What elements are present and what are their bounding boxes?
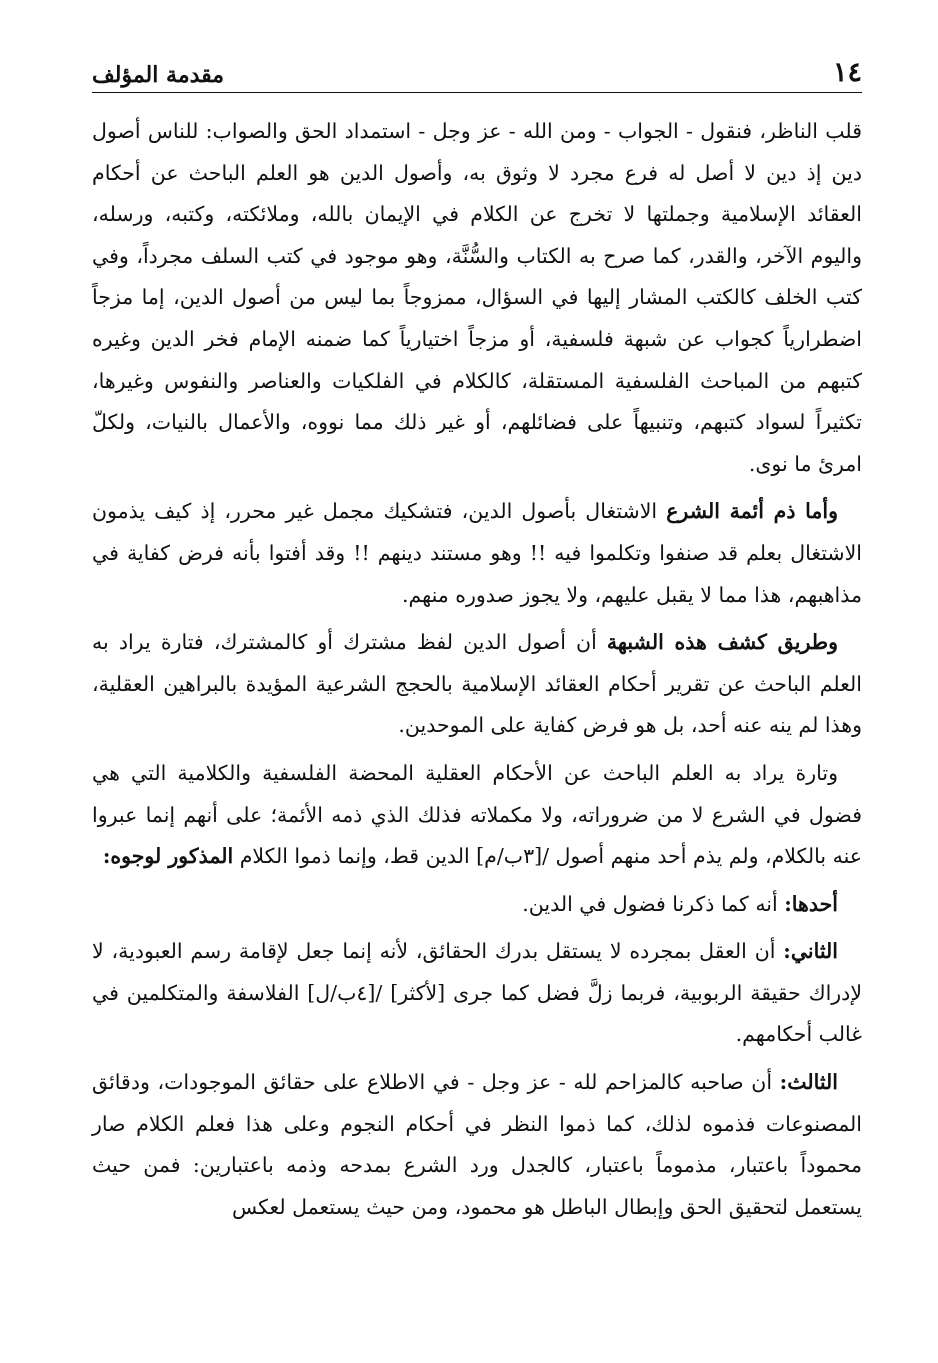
- chapter-title: مقدمة المؤلف: [92, 62, 225, 88]
- paragraph-lead: الثاني:: [783, 939, 838, 964]
- paragraph: [92, 111, 862, 485]
- paragraph-text: قلب الناظر، فنقول - الجواب - ومن الله - عز وجل - استمداد الحق والصواب: للناس أصول دين إذ دين لا أصل له فرع مجرد لا وثوق به، وأصول الدين هو العلم الباحث عن أحكام العقائد الإسلامية وجملتها لا تخرج عن الكلام في الإيمان بالله، وملائكته، وكتبه، ورسله، واليوم الآخر، والقدر، كما صرح به الكتاب والسُّنَّة، وهو موجود في كتب السلف مجرداً، وفي كتب الخلف كالكتب المشار إليها في السؤال، ممزوجاً بما ليس من أصول الدين، إما مزجاً اضطرارياً كجواب عن شبهة فلسفية، أو مزجاً اختيارياً كما ضمنه الإمام فخر الدين وغيره كتبهم من المباحث الفلسفية المستقلة، كالكلام في الفلكيات والعناصر والنفوس وغيرها، تكثيراً لسواد كتبهم، وتنبيهاً على فضائلهم، أو غير ذلك مما نووه، والأعمال بالنيات، ولكلّ امرئ ما نوى.: [92, 119, 862, 476]
- book-page: [92, 50, 862, 1234]
- page-body: [92, 111, 862, 1228]
- running-header: [92, 50, 862, 88]
- paragraph-text: أنه كما ذكرنا فضول في الدين.: [522, 891, 785, 916]
- paragraph: [92, 491, 862, 616]
- paragraph-text: الاشتغال بأصول الدين، فتشكيك مجمل غير محرر، إذ كيف يذمون الاشتغال بعلم قد صنفوا وتكلموا فيه !! وهو مستند دينهم !! وقد أفتوا بأنه فرض كفاية في مذاهبهم، هذا مما لا يقبل عليهم، ولا يجوز صدوره منهم.: [92, 499, 862, 607]
- paragraph-lead: الثالث:: [779, 1070, 838, 1095]
- paragraph-lead: وطريق كشف هذه الشبهة: [606, 630, 838, 655]
- page-number: ١٤: [832, 57, 862, 88]
- paragraph: [92, 622, 862, 747]
- paragraph: [92, 884, 862, 926]
- header-divider: [92, 92, 862, 93]
- paragraph: [92, 1062, 862, 1228]
- paragraph-lead: أحدها:: [784, 891, 838, 916]
- paragraph: [92, 753, 862, 878]
- paragraph-text: أن العقل بمجرده لا يستقل بدرك الحقائق، لأنه إنما جعل لإقامة رسم العبودية، لا لإدراك حقيقة الربوبية، فربما زلَّ فضل كما جرى [لأكثر] /[٤ب/ل] الفلاسفة والمتكلمين في غالب أحكامهم.: [92, 939, 863, 1047]
- paragraph-text: أن أصول الدين لفظ مشترك أو كالمشترك، فتارة يراد به العلم الباحث عن تقرير أحكام العقائد الإسلامية بالحجج الشرعية المؤيدة بالبراهين العقلية، وهذا لم ينه عنه أحد، بل هو فرض كفاية على الموحدين.: [92, 630, 862, 738]
- paragraph-tail: المذكور لوجوه:: [102, 844, 234, 869]
- paragraph-text: وتارة يراد به العلم الباحث عن الأحكام العقلية المحضة الفلسفية والكلامية التي هي فضول في الشرع لا من ضروراته، ولا مكملاته فذلك الذي ذمه الأئمة؛ على أنهم إنما عبروا عنه بالكلام، ولم يذم أحد منهم أصول /[٣ب/م] الدين قط، وإنما ذموا الكلام: [92, 760, 862, 869]
- paragraph-lead: وأما ذم أئمة الشرع: [666, 499, 838, 524]
- paragraph: [92, 931, 862, 1056]
- paragraph-text: أن صاحبه كالمزاحم لله - عز وجل - في الاطلاع على حقائق الموجودات، ودقائق المصنوعات فذموه لذلك، كما ذموا النظر في أحكام النجوم وعلى هذا فعلم الكلام صار محموداً باعتبار، مذموماً باعتبار، كالجدل ورد الشرع بمدحه وذمه باعتبارين: فمن حيث يستعمل لتحقيق الحق وإبطال الباطل هو محمود، ومن حيث يستعمل لعكس: [92, 1070, 862, 1219]
